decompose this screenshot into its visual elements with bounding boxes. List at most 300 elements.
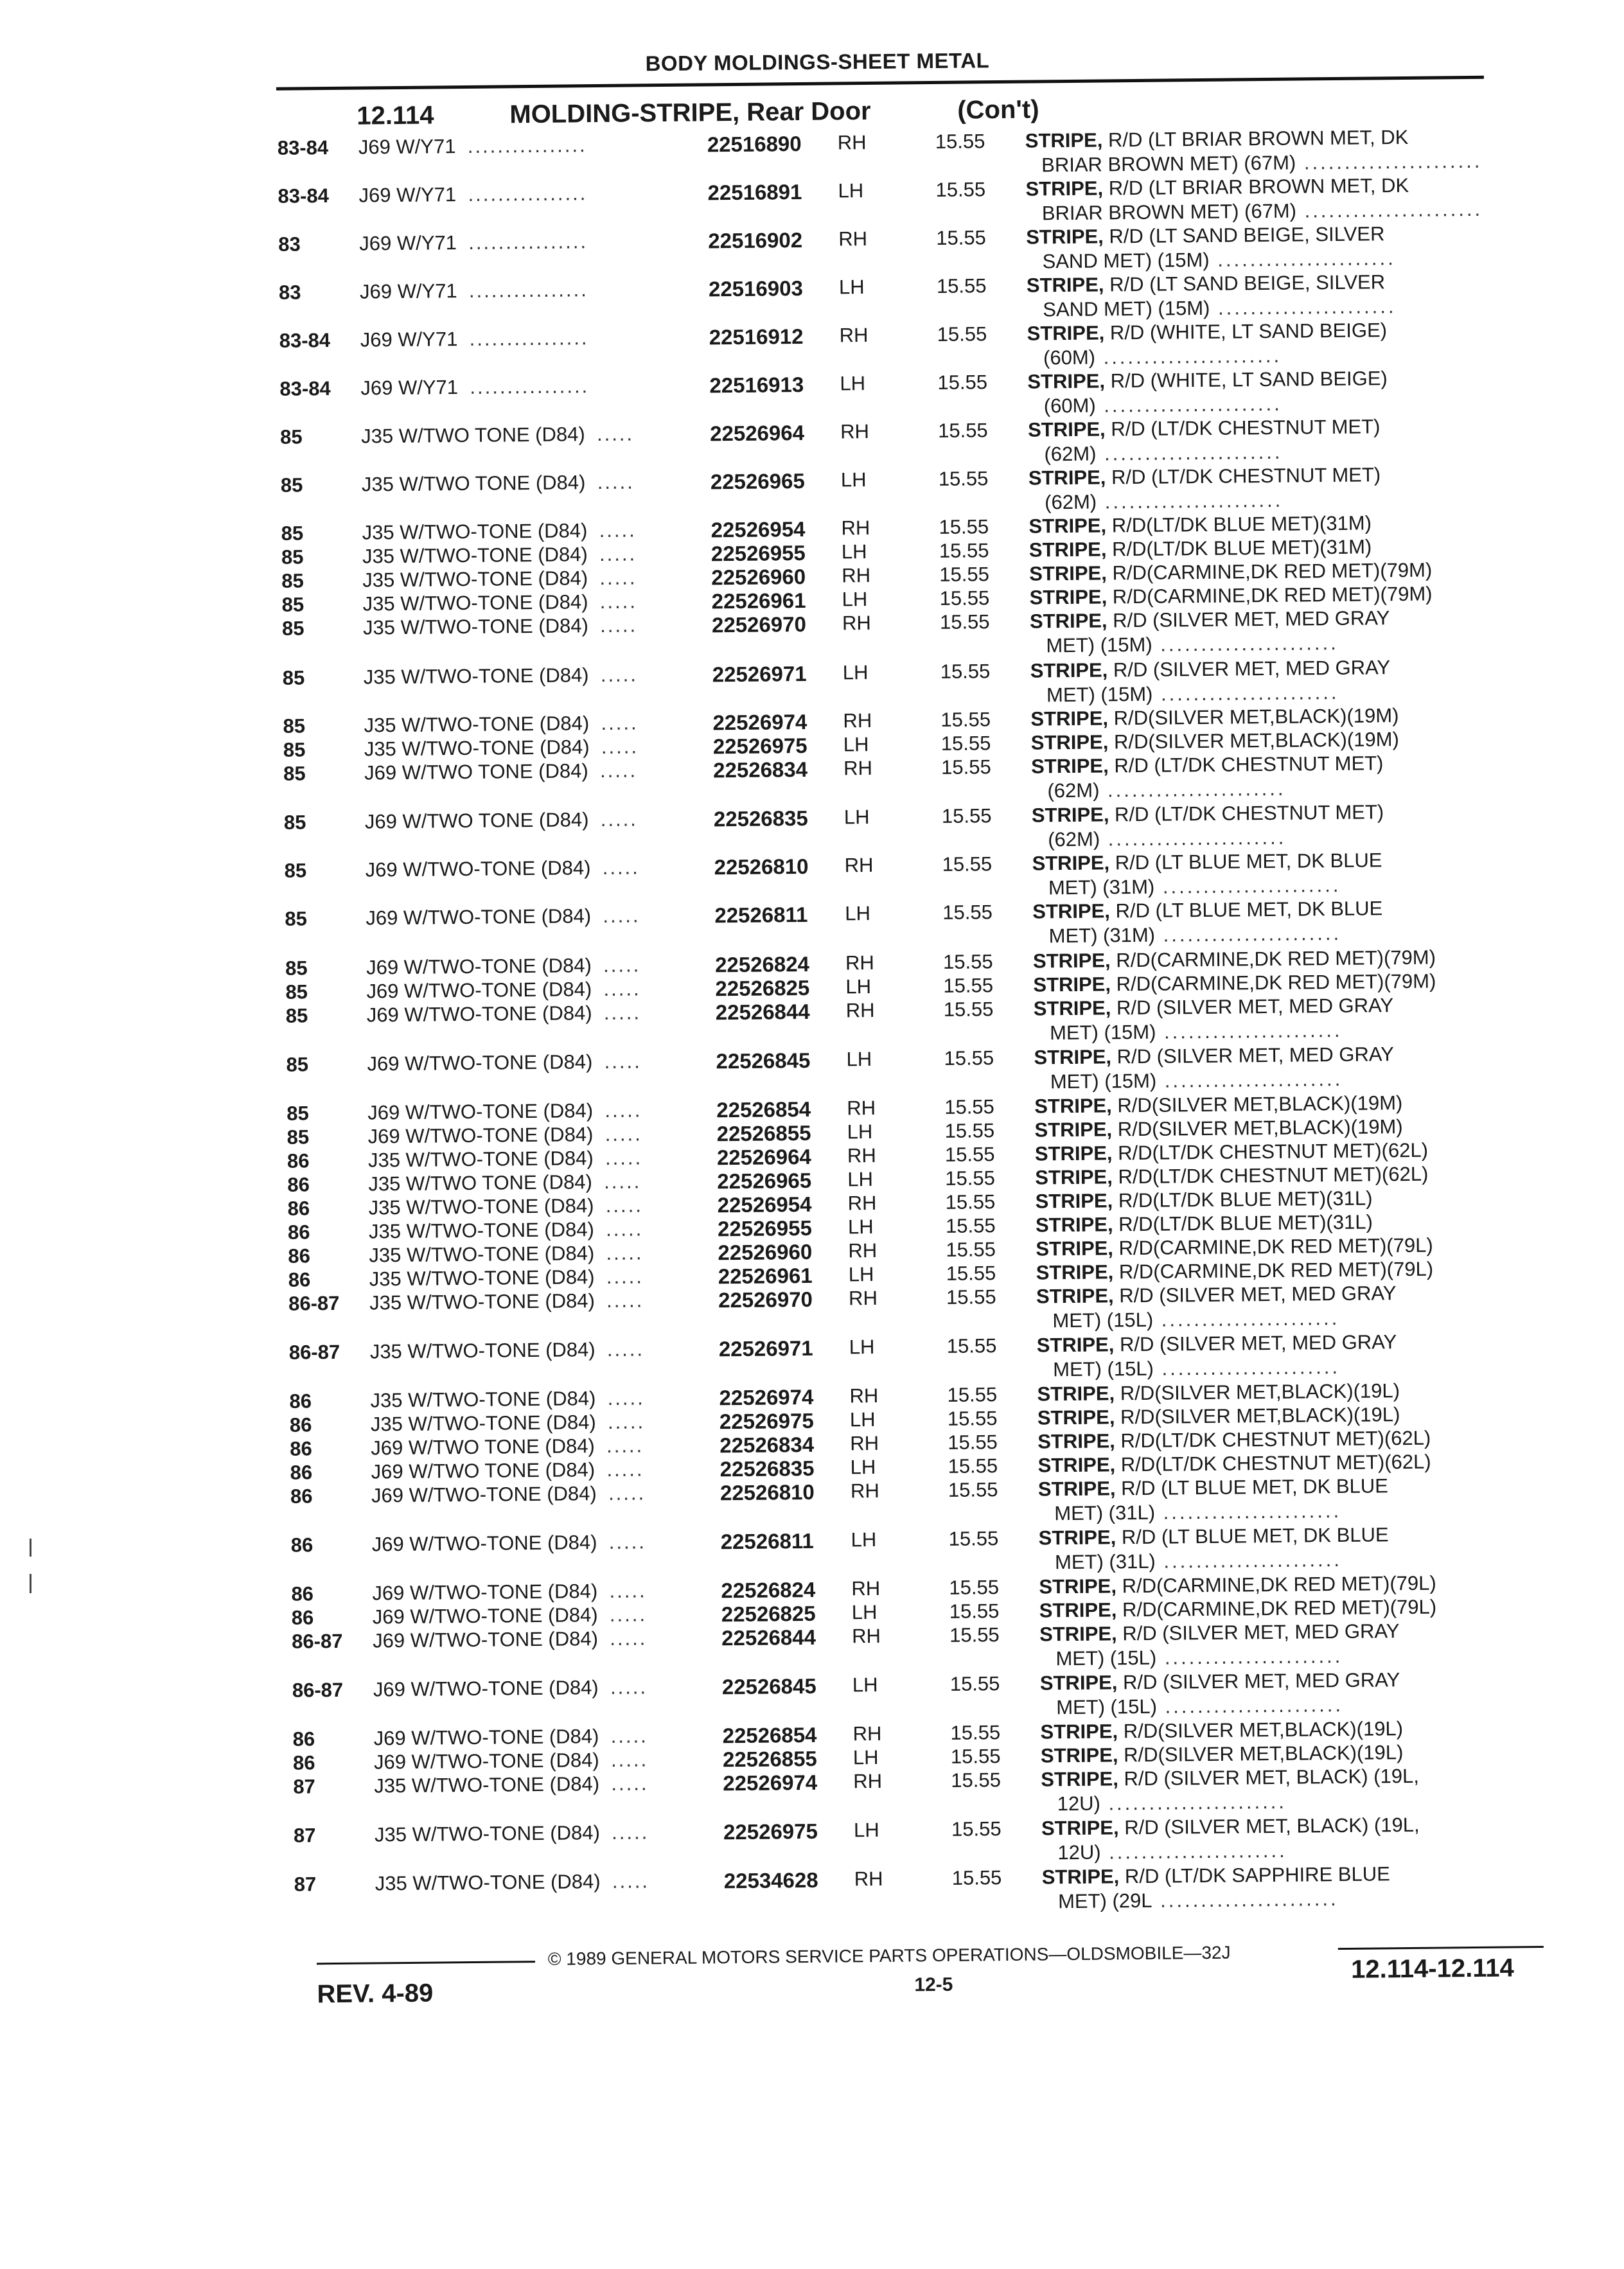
part-description bbox=[1028, 415, 1381, 441]
leader-dots: ..... bbox=[601, 808, 638, 831]
price: 15.55 bbox=[951, 1769, 1001, 1792]
leader-dots: ...................... bbox=[1152, 1887, 1338, 1912]
leader-dots: ...................... bbox=[1296, 198, 1483, 222]
part-description bbox=[1032, 849, 1382, 875]
model-year: 85 bbox=[281, 522, 303, 545]
price: 15.55 bbox=[940, 708, 991, 732]
model-code: J69 W/TWO-TONE (D84) bbox=[365, 856, 590, 881]
part-number: 22526970 bbox=[712, 612, 806, 637]
model-code: J69 W/TWO-TONE (D84) bbox=[367, 1002, 592, 1027]
price: 15.55 bbox=[942, 804, 992, 828]
price: 15.55 bbox=[939, 515, 989, 539]
description-text: R/D (SILVER MET, MED GRAY bbox=[1111, 1043, 1394, 1068]
model-year: 83-84 bbox=[279, 329, 331, 353]
description-text: R/D (SILVER MET, MED GRAY bbox=[1117, 1620, 1400, 1645]
part-number: 22526954 bbox=[710, 517, 805, 542]
description-text: R/D(LT/DK BLUE MET)(31L) bbox=[1113, 1210, 1373, 1235]
part-number: 22516913 bbox=[709, 373, 804, 398]
section-number: 12.114 bbox=[357, 101, 434, 130]
description-keyword: STRIPE, bbox=[1036, 1284, 1114, 1307]
description-keyword: STRIPE, bbox=[1033, 973, 1111, 996]
model-year: 86 bbox=[292, 1606, 314, 1629]
leader-dots: ..... bbox=[608, 1410, 645, 1434]
description-keyword: STRIPE, bbox=[1035, 1165, 1113, 1188]
price: 15.55 bbox=[945, 1190, 995, 1214]
leader-dots: ..... bbox=[600, 759, 637, 782]
description-text: R/D (SILVER MET, BLACK) (19L, bbox=[1118, 1765, 1419, 1790]
description-continuation bbox=[1043, 295, 1397, 321]
part-number: 22526855 bbox=[716, 1121, 811, 1146]
description-continuation-text: SAND MET) (15M) bbox=[1043, 297, 1210, 321]
side-indicator: RH bbox=[852, 1625, 881, 1648]
part-number: 22526971 bbox=[719, 1336, 813, 1361]
description-text: R/D (LT SAND BEIGE, SILVER bbox=[1104, 270, 1385, 296]
description-text: R/D (LT BLUE MET, DK BLUE bbox=[1110, 897, 1383, 922]
side-indicator: LH bbox=[845, 902, 870, 925]
side-indicator: RH bbox=[850, 1432, 879, 1455]
leader-dots: ..... bbox=[610, 1603, 647, 1627]
part-number: 22526835 bbox=[719, 1456, 814, 1481]
side-indicator: RH bbox=[851, 1479, 879, 1503]
model-code: J35 W/TWO-TONE (D84) bbox=[375, 1821, 600, 1846]
description-continuation bbox=[1045, 489, 1283, 515]
description-text: R/D(SILVER MET,BLACK)(19L) bbox=[1118, 1741, 1403, 1766]
side-indicator: RH bbox=[840, 324, 869, 347]
leader-dots: ..... bbox=[601, 735, 639, 759]
leader-dots: ..... bbox=[606, 1217, 643, 1241]
description-keyword: STRIPE, bbox=[1039, 1598, 1117, 1621]
price: 15.55 bbox=[937, 274, 987, 298]
price: 15.55 bbox=[939, 563, 989, 587]
price: 15.55 bbox=[948, 1478, 998, 1502]
description-continuation bbox=[1043, 344, 1282, 370]
part-description bbox=[1036, 1282, 1397, 1308]
model-year: 85 bbox=[281, 545, 304, 569]
description-text: R/D (LT SAND BEIGE, SILVER bbox=[1104, 222, 1385, 247]
model-code: J69 W/TWO TONE (D84) bbox=[365, 808, 589, 833]
side-indicator: RH bbox=[841, 516, 870, 540]
leader-dots: ..... bbox=[606, 1194, 643, 1217]
leader-dots: ..... bbox=[606, 1265, 644, 1289]
leader-dots: ...................... bbox=[1210, 247, 1396, 271]
price: 15.55 bbox=[940, 660, 991, 684]
description-continuation bbox=[1057, 1839, 1287, 1864]
leader-dots: ..... bbox=[606, 1434, 644, 1458]
price: 15.55 bbox=[938, 419, 988, 443]
part-description bbox=[1039, 1572, 1436, 1599]
side-indicator: LH bbox=[849, 1263, 874, 1286]
side-indicator: RH bbox=[842, 564, 870, 587]
leader-dots: ...................... bbox=[1210, 295, 1396, 319]
part-description bbox=[1039, 1523, 1389, 1549]
description-text: R/D(SILVER MET,BLACK)(19L) bbox=[1115, 1403, 1400, 1428]
model-code: J35 W/TWO-TONE (D84) bbox=[370, 1338, 596, 1363]
model-code: J35 W/TWO-TONE (D84) bbox=[369, 1218, 594, 1243]
description-text: R/D(SILVER MET,BLACK)(19M) bbox=[1112, 1115, 1403, 1140]
part-description bbox=[1029, 583, 1432, 610]
description-keyword: STRIPE, bbox=[1041, 1816, 1119, 1839]
side-indicator: RH bbox=[847, 1097, 876, 1120]
part-number: 22526964 bbox=[710, 421, 804, 446]
model-year: 85 bbox=[283, 738, 306, 761]
side-indicator: LH bbox=[838, 179, 863, 202]
price: 15.55 bbox=[948, 1431, 998, 1454]
price: 15.55 bbox=[944, 998, 994, 1021]
leader-dots: ...................... bbox=[1096, 441, 1282, 465]
model-code: J35 W/TWO TONE (D84) bbox=[362, 471, 586, 496]
description-keyword: STRIPE, bbox=[1034, 1118, 1112, 1141]
model-year: 86 bbox=[290, 1437, 312, 1460]
side-indicator: RH bbox=[844, 854, 873, 877]
part-number: 22526845 bbox=[716, 1048, 810, 1073]
description-text: R/D(SILVER MET,BLACK)(19M) bbox=[1112, 1091, 1403, 1117]
price: 15.55 bbox=[945, 1143, 995, 1167]
description-keyword: STRIPE, bbox=[1030, 609, 1108, 632]
description-continuation-text: MET) (15M) bbox=[1046, 633, 1152, 657]
part-description bbox=[1041, 1765, 1419, 1792]
leader-dots: ...................... bbox=[1096, 393, 1282, 417]
model-code: J35 W/TWO-TONE (D84) bbox=[364, 736, 590, 761]
part-number: 22526824 bbox=[715, 952, 809, 977]
description-text: R/D (LT BLUE MET, DK BLUE bbox=[1115, 1474, 1388, 1499]
side-indicator: RH bbox=[838, 227, 867, 251]
model-year: 87 bbox=[293, 1775, 315, 1798]
description-continuation bbox=[1048, 874, 1341, 899]
part-number: 22516903 bbox=[709, 276, 803, 301]
model-code: J69 W/TWO TONE (D84) bbox=[371, 1458, 595, 1483]
leader-dots: ...................... bbox=[1156, 1068, 1343, 1092]
description-text: R/D(CARMINE,DK RED MET)(79M) bbox=[1111, 970, 1436, 996]
model-code: J69 W/TWO-TONE (D84) bbox=[372, 1580, 597, 1605]
model-year: 85 bbox=[284, 811, 306, 834]
side-indicator: LH bbox=[847, 1168, 873, 1191]
leader-dots: ................ bbox=[470, 375, 589, 399]
leader-dots: ...................... bbox=[1156, 1645, 1343, 1669]
description-keyword: STRIPE, bbox=[1026, 225, 1104, 248]
leader-dots: ..... bbox=[599, 518, 637, 542]
description-keyword: STRIPE, bbox=[1028, 418, 1106, 441]
description-continuation-text: MET) (31M) bbox=[1049, 924, 1156, 948]
model-year: 85 bbox=[283, 714, 305, 737]
description-continuation-text: MET) (15M) bbox=[1046, 683, 1153, 707]
description-continuation bbox=[1046, 631, 1339, 657]
price: 15.55 bbox=[952, 1866, 1002, 1890]
description-keyword: STRIPE, bbox=[1039, 1622, 1117, 1645]
footer-left-rule bbox=[317, 1961, 535, 1964]
description-text: R/D(LT/DK BLUE MET)(31L) bbox=[1113, 1187, 1373, 1212]
description-continuation-text: MET) (15M) bbox=[1050, 1070, 1157, 1093]
side-indicator: LH bbox=[852, 1673, 878, 1697]
description-continuation bbox=[1044, 441, 1282, 466]
model-code: J69 W/TWO-TONE (D84) bbox=[367, 1050, 592, 1075]
description-keyword: STRIPE, bbox=[1030, 707, 1108, 730]
description-text: R/D(SILVER MET,BLACK)(19L) bbox=[1115, 1379, 1400, 1404]
leader-dots: ...................... bbox=[1097, 489, 1283, 513]
side-indicator: LH bbox=[841, 468, 867, 491]
price: 15.55 bbox=[950, 1672, 1000, 1696]
part-number: 22526825 bbox=[715, 976, 809, 1001]
model-year: 83 bbox=[278, 233, 301, 256]
description-keyword: STRIPE, bbox=[1038, 1477, 1116, 1500]
leader-dots: ..... bbox=[601, 711, 638, 735]
part-description bbox=[1031, 728, 1399, 754]
side-indicator: RH bbox=[847, 1144, 876, 1167]
model-year: 86-87 bbox=[289, 1341, 340, 1364]
model-year: 87 bbox=[294, 1873, 317, 1896]
part-description bbox=[1029, 559, 1432, 586]
description-continuation bbox=[1054, 1499, 1341, 1525]
leader-dots: ..... bbox=[605, 1146, 642, 1170]
price: 15.55 bbox=[947, 1334, 997, 1358]
leader-dots: ..... bbox=[600, 614, 637, 637]
model-year: 83-84 bbox=[278, 184, 329, 208]
description-keyword: STRIPE, bbox=[1034, 996, 1111, 1020]
part-number: 22526975 bbox=[723, 1819, 818, 1844]
footer-right-rule bbox=[1338, 1946, 1544, 1950]
footer-revision: REV. 4-89 bbox=[317, 1979, 433, 2009]
part-description bbox=[1039, 1596, 1437, 1623]
leader-dots: ..... bbox=[603, 953, 640, 977]
leader-dots: ..... bbox=[611, 1724, 648, 1748]
description-keyword: STRIPE, bbox=[1028, 466, 1106, 489]
description-keyword: STRIPE, bbox=[1040, 1720, 1118, 1743]
part-description bbox=[1033, 970, 1436, 997]
price: 15.55 bbox=[947, 1383, 997, 1407]
model-code: J35 W/TWO TONE (D84) bbox=[361, 423, 585, 448]
description-text: R/D (SILVER MET, MED GRAY bbox=[1107, 606, 1390, 631]
leader-dots: ..... bbox=[606, 1458, 644, 1481]
part-description bbox=[1036, 1258, 1434, 1285]
part-description bbox=[1037, 1403, 1400, 1429]
price: 15.55 bbox=[949, 1576, 999, 1600]
description-text: R/D(CARMINE,DK RED MET)(79M) bbox=[1107, 559, 1433, 585]
model-year: 85 bbox=[282, 617, 304, 640]
model-code: J69 W/TWO TONE (D84) bbox=[371, 1435, 595, 1460]
footer-page-number: 12-5 bbox=[914, 1974, 953, 1997]
model-year: 86 bbox=[291, 1533, 313, 1557]
leader-dots: ...................... bbox=[1100, 1790, 1287, 1815]
model-year: 85 bbox=[283, 666, 305, 689]
model-year: 86 bbox=[288, 1197, 310, 1220]
description-keyword: STRIPE, bbox=[1039, 1575, 1116, 1598]
description-continuation bbox=[1050, 1019, 1343, 1045]
description-text: R/D (SILVER MET, MED GRAY bbox=[1114, 1330, 1397, 1355]
leader-dots: ...................... bbox=[1095, 344, 1282, 369]
part-number: 22526811 bbox=[721, 1529, 814, 1554]
description-continuation-text: 12U) bbox=[1057, 1841, 1101, 1864]
description-text: R/D (SILVER MET, MED GRAY bbox=[1113, 1282, 1396, 1307]
price: 15.55 bbox=[942, 901, 993, 924]
price: 15.55 bbox=[935, 178, 985, 202]
description-continuation-text: MET) (15L) bbox=[1053, 1357, 1154, 1381]
leader-dots: ..... bbox=[603, 904, 640, 928]
leader-dots: ..... bbox=[609, 1530, 646, 1554]
description-continuation-text: MET) (15L) bbox=[1055, 1647, 1156, 1670]
model-code: J69 W/TWO-TONE (D84) bbox=[367, 1123, 593, 1148]
model-year: 83-84 bbox=[278, 136, 329, 160]
model-code: J35 W/TWO-TONE (D84) bbox=[363, 614, 588, 639]
side-indicator: LH bbox=[842, 540, 867, 563]
part-description bbox=[1039, 1620, 1400, 1646]
description-text: R/D(SILVER MET,BLACK)(19M) bbox=[1108, 704, 1399, 729]
leader-dots: ..... bbox=[603, 856, 640, 879]
part-description bbox=[1040, 1717, 1403, 1744]
part-number: 22516902 bbox=[708, 228, 802, 253]
side-indicator: LH bbox=[845, 975, 871, 998]
description-text: R/D(CARMINE,DK RED MET)(79L) bbox=[1113, 1258, 1433, 1284]
leader-dots: ...................... bbox=[1154, 1355, 1340, 1380]
part-number: 22526834 bbox=[719, 1433, 814, 1458]
part-number: 22526810 bbox=[714, 854, 808, 879]
model-code: J35 W/TWO-TONE (D84) bbox=[362, 519, 587, 544]
part-number: 22526964 bbox=[717, 1145, 811, 1170]
model-year: 85 bbox=[286, 1004, 308, 1027]
description-continuation-text: 12U) bbox=[1057, 1792, 1100, 1815]
part-number: 22526835 bbox=[714, 806, 808, 831]
model-year: 86-87 bbox=[288, 1292, 340, 1316]
side-indicator: LH bbox=[843, 733, 869, 756]
part-description bbox=[1035, 1139, 1428, 1166]
part-description bbox=[1035, 1163, 1428, 1190]
description-keyword: STRIPE, bbox=[1030, 658, 1108, 682]
description-text: R/D(LT/DK CHESTNUT MET)(62L) bbox=[1112, 1139, 1428, 1165]
description-keyword: STRIPE, bbox=[1034, 1094, 1112, 1117]
description-text: R/D (LT/DK CHESTNUT MET) bbox=[1109, 800, 1384, 825]
header-rule bbox=[276, 76, 1484, 91]
leader-dots: ................ bbox=[469, 278, 588, 303]
description-keyword: STRIPE, bbox=[1036, 1213, 1113, 1236]
model-year: 86 bbox=[292, 1727, 315, 1751]
price: 15.55 bbox=[946, 1238, 996, 1262]
side-indicator: RH bbox=[854, 1867, 883, 1891]
part-description bbox=[1025, 174, 1409, 201]
model-year: 83-84 bbox=[279, 377, 331, 401]
model-year: 86 bbox=[290, 1413, 312, 1436]
leader-dots: ..... bbox=[607, 1338, 644, 1361]
model-code: J35 W/TWO-TONE (D84) bbox=[362, 567, 588, 592]
description-text: R/D(CARMINE,DK RED MET)(79M) bbox=[1110, 946, 1436, 972]
part-number: 22526824 bbox=[721, 1578, 815, 1603]
description-continuation-text: (62M) bbox=[1048, 828, 1100, 851]
description-keyword: STRIPE, bbox=[1027, 273, 1104, 296]
part-description bbox=[1034, 1091, 1402, 1118]
model-year: 86-87 bbox=[292, 1679, 344, 1702]
side-indicator: RH bbox=[838, 131, 867, 154]
description-text: R/D (LT/DK CHESTNUT MET) bbox=[1109, 752, 1384, 777]
price: 15.55 bbox=[950, 1721, 1000, 1745]
price: 15.55 bbox=[945, 1167, 995, 1190]
model-code: J69 W/TWO-TONE (D84) bbox=[366, 978, 592, 1003]
part-number: 22526854 bbox=[716, 1097, 811, 1122]
part-description bbox=[1034, 1115, 1402, 1142]
description-keyword: STRIPE, bbox=[1025, 177, 1103, 200]
description-keyword: STRIPE, bbox=[1025, 128, 1103, 152]
price: 15.55 bbox=[937, 371, 987, 394]
side-indicator: RH bbox=[846, 999, 875, 1022]
leader-dots: ..... bbox=[612, 1821, 649, 1844]
model-year: 85 bbox=[280, 425, 303, 448]
footer-copyright: © 1989 GENERAL MOTORS SERVICE PARTS OPERATIONS—OLDSMOBILE—32J bbox=[548, 1943, 1231, 1970]
leader-dots: ..... bbox=[609, 1579, 646, 1603]
part-number: 22516891 bbox=[707, 180, 802, 205]
model-code: J69 W/Y71 bbox=[358, 183, 456, 207]
side-indicator: LH bbox=[852, 1601, 878, 1624]
part-number: 22526854 bbox=[722, 1723, 816, 1748]
part-number: 22526965 bbox=[710, 469, 805, 494]
description-keyword: STRIPE, bbox=[1039, 1526, 1116, 1549]
part-number: 22526855 bbox=[723, 1747, 817, 1772]
part-number: 22526970 bbox=[718, 1287, 813, 1312]
model-year: 86 bbox=[289, 1390, 312, 1413]
model-code: J35 W/TWO-TONE (D84) bbox=[364, 664, 589, 689]
model-code: J69 W/Y71 bbox=[359, 231, 457, 255]
side-indicator: LH bbox=[850, 1456, 876, 1479]
section-title: MOLDING-STRIPE, Rear Door bbox=[509, 97, 871, 129]
part-number: 22526844 bbox=[716, 1000, 810, 1025]
description-text: R/D(CARMINE,DK RED MET)(79L) bbox=[1116, 1572, 1436, 1598]
leader-dots: ..... bbox=[610, 1627, 647, 1650]
leader-dots: ...................... bbox=[1155, 922, 1341, 946]
leader-dots: ...................... bbox=[1296, 150, 1482, 174]
description-keyword: STRIPE, bbox=[1027, 321, 1105, 344]
part-number: 22534628 bbox=[724, 1868, 818, 1893]
description-continuation bbox=[1044, 393, 1282, 418]
side-indicator: RH bbox=[852, 1722, 881, 1745]
description-text: R/D (WHITE, LT SAND BEIGE) bbox=[1105, 367, 1388, 392]
model-code: J35 W/TWO-TONE (D84) bbox=[374, 1772, 599, 1797]
model-year: 85 bbox=[282, 593, 304, 616]
description-keyword: STRIPE, bbox=[1037, 1333, 1115, 1356]
footer-section-range: 12.114-12.114 bbox=[1351, 1954, 1514, 1984]
model-year: 85 bbox=[284, 859, 306, 882]
side-indicator: LH bbox=[854, 1819, 879, 1842]
side-indicator: LH bbox=[846, 1048, 872, 1071]
part-number: 22526961 bbox=[718, 1264, 813, 1289]
description-keyword: STRIPE, bbox=[1031, 730, 1109, 754]
page-header-title: BODY MOLDINGS-SHEET METAL bbox=[645, 48, 989, 76]
model-code: J35 W/TWO-TONE (D84) bbox=[369, 1266, 595, 1291]
model-code: J35 W/TWO-TONE (D84) bbox=[369, 1242, 594, 1267]
description-continuation bbox=[1048, 826, 1286, 852]
description-keyword: STRIPE, bbox=[1037, 1406, 1115, 1429]
description-continuation-text: (62M) bbox=[1047, 779, 1099, 802]
price: 15.55 bbox=[939, 539, 989, 563]
leader-dots: ...................... bbox=[1100, 1839, 1287, 1864]
price: 15.55 bbox=[946, 1214, 996, 1238]
description-keyword: STRIPE, bbox=[1037, 1429, 1115, 1452]
description-keyword: STRIPE, bbox=[1034, 1045, 1111, 1068]
description-keyword: STRIPE, bbox=[1028, 514, 1106, 537]
part-description bbox=[1040, 1668, 1400, 1695]
parts-list bbox=[0, 0, 1614, 8]
side-indicator: LH bbox=[848, 1215, 874, 1239]
description-keyword: STRIPE, bbox=[1029, 561, 1107, 585]
side-indicator: RH bbox=[853, 1770, 882, 1793]
description-text: R/D (LT/DK CHESTNUT MET) bbox=[1106, 415, 1381, 440]
part-number: 22526955 bbox=[718, 1216, 812, 1241]
model-year: 85 bbox=[285, 980, 308, 1003]
model-code: J35 W/TWO-TONE (D84) bbox=[375, 1870, 601, 1895]
side-indicator: RH bbox=[847, 1192, 876, 1215]
description-keyword: STRIPE, bbox=[1037, 1453, 1115, 1476]
description-continuation-text: (62M) bbox=[1045, 491, 1097, 514]
description-keyword: STRIPE, bbox=[1035, 1189, 1113, 1212]
leader-dots: ..... bbox=[601, 663, 638, 687]
description-continuation-text: SAND MET) (15M) bbox=[1042, 249, 1209, 272]
description-text: R/D (SILVER MET, MED GRAY bbox=[1117, 1668, 1400, 1693]
description-continuation bbox=[1052, 1307, 1339, 1332]
leader-dots: ...................... bbox=[1100, 826, 1286, 851]
